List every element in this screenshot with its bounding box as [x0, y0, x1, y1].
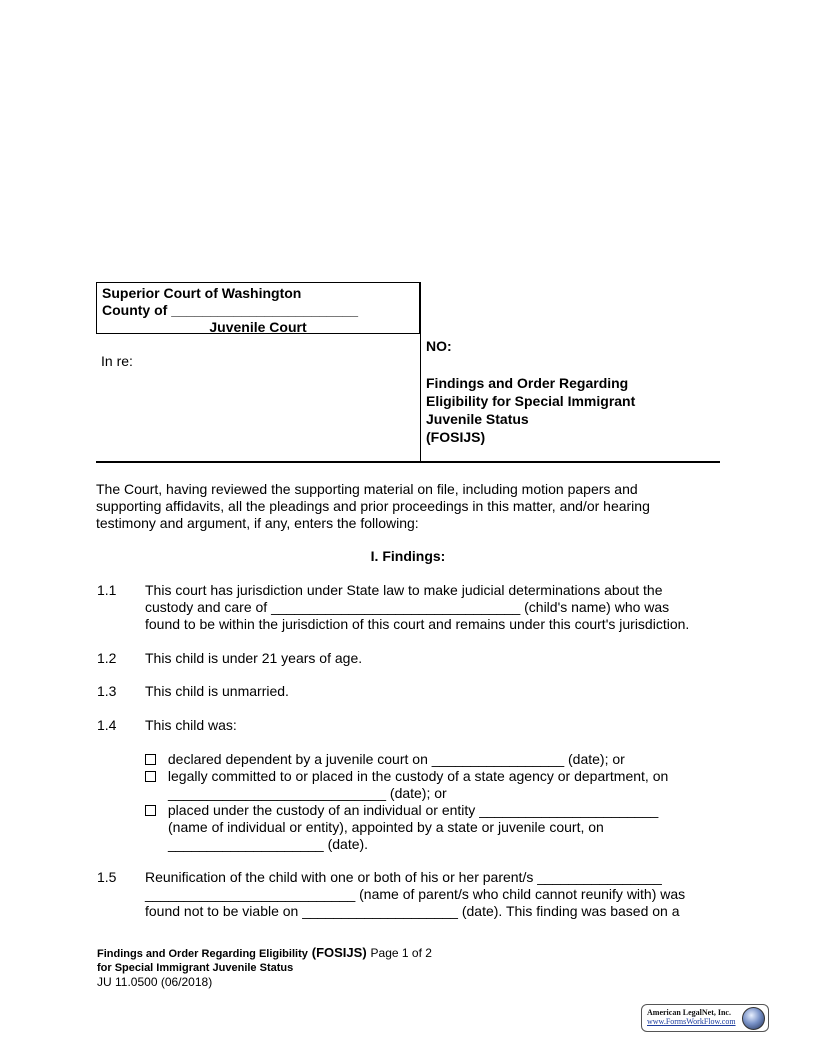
intro-line: supporting affidavits, all the pleadings and prior proceedings in this matter, and/or hearing — [96, 498, 650, 514]
court-caption-box — [96, 282, 420, 334]
finding-line: Reunification of the child with one or both of his or her parent/s ________________ — [145, 869, 662, 885]
option-custody — [145, 802, 658, 819]
intro-line: testimony and argument, if any, enters the following: — [96, 515, 419, 531]
option-dependent — [145, 751, 625, 768]
option-text-cont: (name of individual or entity), appointed by a state or juvenile court, on — [168, 819, 604, 835]
court-name: Superior Court of Washington — [102, 285, 302, 301]
document-title — [426, 374, 635, 446]
footer-page: Page 1 of 2 — [370, 946, 432, 960]
finding-1-5 — [145, 869, 685, 920]
option-text: legally committed to or placed in the custody of a state agency or department, on — [167, 768, 669, 784]
intro-line: The Court, having reviewed the supporting material on file, including motion papers and — [96, 481, 638, 497]
footer-line-2: for Special Immigrant Juvenile Status — [97, 962, 294, 974]
logo-url[interactable]: www.FormsWorkFlow.com — [647, 1017, 736, 1026]
checkbox[interactable] — [145, 754, 156, 765]
checkbox[interactable] — [145, 805, 156, 816]
court-type: Juvenile Court — [209, 319, 307, 335]
footer-form-number: JU 11.0500 (06/2018) — [97, 975, 213, 989]
finding-1-2: This child is under 21 years of age. — [145, 650, 363, 666]
title-line: Findings and Order Regarding — [426, 375, 629, 391]
option-committed — [145, 768, 668, 785]
forms-workflow-logo[interactable] — [641, 1004, 769, 1032]
intro-paragraph — [96, 481, 650, 532]
finding-1-3: This child is unmarried. — [145, 683, 289, 699]
caption-divider — [420, 282, 421, 462]
finding-number: 1.5 — [97, 869, 117, 885]
finding-line[interactable]: custody and care of ________________________________ (child's name) who was — [145, 599, 670, 615]
option-text-cont: ____________________ (date). — [168, 836, 369, 852]
option-text-cont: ____________________________ (date); or — [168, 785, 447, 801]
county-field[interactable]: County of ________________________ — [102, 302, 359, 318]
finding-line: found not to be viable on ____________________ (date). This finding was based on a — [145, 903, 680, 919]
finding-1-4: This child was: — [145, 717, 237, 733]
footer-title: Findings and Order Regarding Eligibility — [97, 948, 308, 960]
title-line: Eligibility for Special Immigrant — [426, 393, 636, 409]
finding-number: 1.1 — [97, 582, 117, 598]
finding-line: found to be within the jurisdiction of this court and remains under this court's jurisdiction. — [145, 616, 690, 632]
case-number-label: NO: — [426, 338, 452, 354]
finding-number: 1.4 — [97, 717, 117, 733]
option-text: declared dependent by a juvenile court on _________________ (date); or — [167, 751, 625, 767]
finding-number: 1.2 — [97, 650, 117, 666]
finding-number: 1.3 — [97, 683, 117, 699]
logo-company: American LegalNet, Inc. — [647, 1008, 731, 1017]
finding-line: ___________________________ (name of parent/s who child cannot reunify with) was — [145, 886, 686, 902]
section-heading: I. Findings: — [370, 548, 446, 564]
footer-code: (FOSIJS) — [311, 945, 367, 960]
title-line: (FOSIJS) — [426, 429, 486, 445]
globe-icon — [742, 1007, 765, 1030]
caption-rule — [96, 461, 720, 463]
finding-line: This court has jurisdiction under State law to make judicial determinations about the — [145, 582, 663, 598]
title-line: Juvenile Status — [426, 411, 529, 427]
checkbox[interactable] — [145, 771, 156, 782]
in-re-label: In re: — [101, 353, 133, 369]
option-text: placed under the custody of an individual or entity _______________________ — [167, 802, 659, 818]
finding-1-1 — [145, 582, 689, 633]
